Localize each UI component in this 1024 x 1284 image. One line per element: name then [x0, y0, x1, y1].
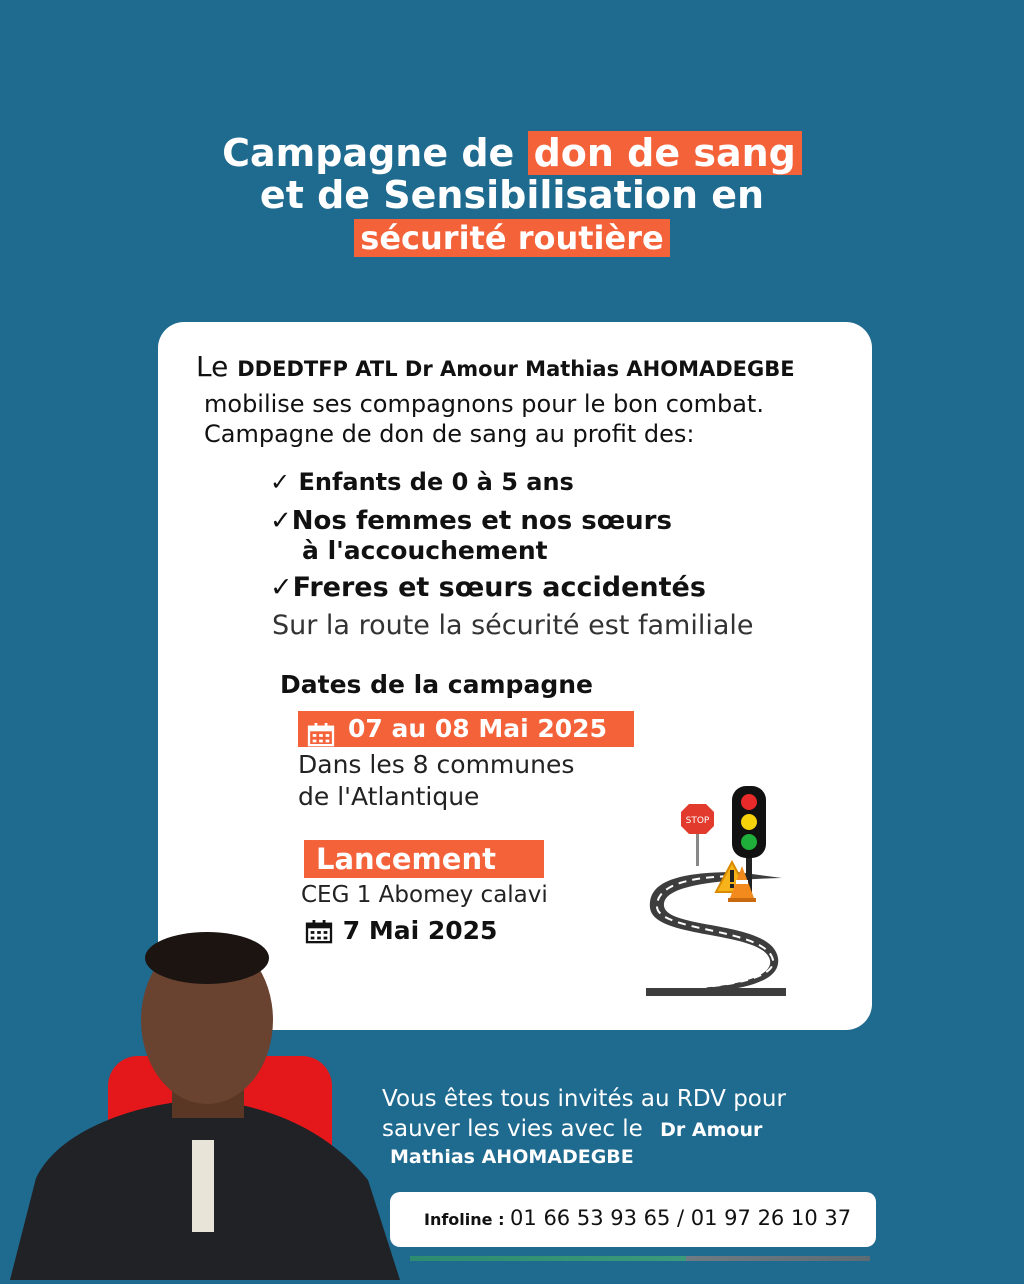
road-base: [646, 988, 786, 996]
calendar-icon: [306, 716, 336, 752]
launch-date: 7 Mai 2025: [342, 916, 498, 945]
hair: [145, 932, 269, 984]
list-item: [270, 506, 672, 536]
intro-line-1: [196, 350, 795, 383]
title-text: Campagne de: [222, 131, 528, 175]
infoline-row: [424, 1206, 851, 1230]
decorative-stripe: [410, 1256, 870, 1261]
infoline-numbers[interactable]: 01 66 53 93 65 / 01 97 26 10 37: [510, 1206, 852, 1230]
dates-value: 07 au 08 Mai 2025: [348, 714, 607, 743]
list-item-label: Freres et sœurs accidentés: [292, 572, 706, 603]
launch-place: CEG 1 Abomey calavi: [301, 882, 548, 908]
title-line-2: et de Sensibilisation en: [259, 173, 765, 217]
list-item: [270, 572, 706, 603]
infoline-label: Infoline :: [424, 1210, 511, 1229]
invite-text: sauver les vies avec le: [382, 1116, 651, 1142]
launch-badge: Lancement: [304, 840, 544, 878]
stop-sign-text: STOP: [685, 816, 710, 826]
invite-line-2: [382, 1116, 762, 1142]
shirt-pattern: [192, 1140, 214, 1232]
intro-le: Le: [196, 350, 229, 383]
dates-place-2: de l'Atlantique: [298, 782, 480, 811]
car-icon: [660, 964, 682, 974]
title-line-3: [0, 220, 1024, 256]
dates-badge: [298, 711, 634, 747]
invite-name-2: Mathias AHOMADEGBE: [390, 1146, 634, 1168]
slogan: Sur la route la sécurité est familiale: [272, 610, 754, 641]
list-item: [270, 468, 574, 496]
check-icon: ✓: [270, 468, 291, 496]
intro-line-3: Campagne de don de sang au profit des:: [204, 420, 695, 448]
info-card: [158, 322, 872, 1030]
title-line-1: [0, 132, 1024, 174]
stop-sign-icon: [681, 804, 714, 866]
dates-heading: Dates de la campagne: [280, 670, 593, 699]
intro-line-2: mobilise ses compagnons pour le bon combat.: [204, 390, 764, 418]
list-item-label: Enfants de 0 à 5 ans: [298, 468, 574, 496]
dates-place-1: Dans les 8 communes: [298, 750, 575, 779]
portrait-photo: [0, 928, 410, 1280]
invite-name-1: Dr Amour: [660, 1119, 763, 1141]
title-highlight-blood: don de sang: [528, 131, 802, 175]
intro-name: DDEDTFP ATL Dr Amour Mathias AHOMADEGBE: [237, 357, 795, 381]
infoline-box: [390, 1192, 876, 1247]
list-item-label: Nos femmes et nos sœurs: [291, 506, 672, 536]
check-icon: ✓: [270, 506, 292, 536]
list-item-continuation: à l'accouchement: [302, 536, 548, 565]
invite-line-1: Vous êtes tous invités au RDV pour: [382, 1086, 786, 1112]
road-safety-illustration: [642, 780, 802, 996]
title-highlight-road: sécurité routière: [354, 219, 669, 257]
check-icon: ✓: [270, 572, 293, 603]
